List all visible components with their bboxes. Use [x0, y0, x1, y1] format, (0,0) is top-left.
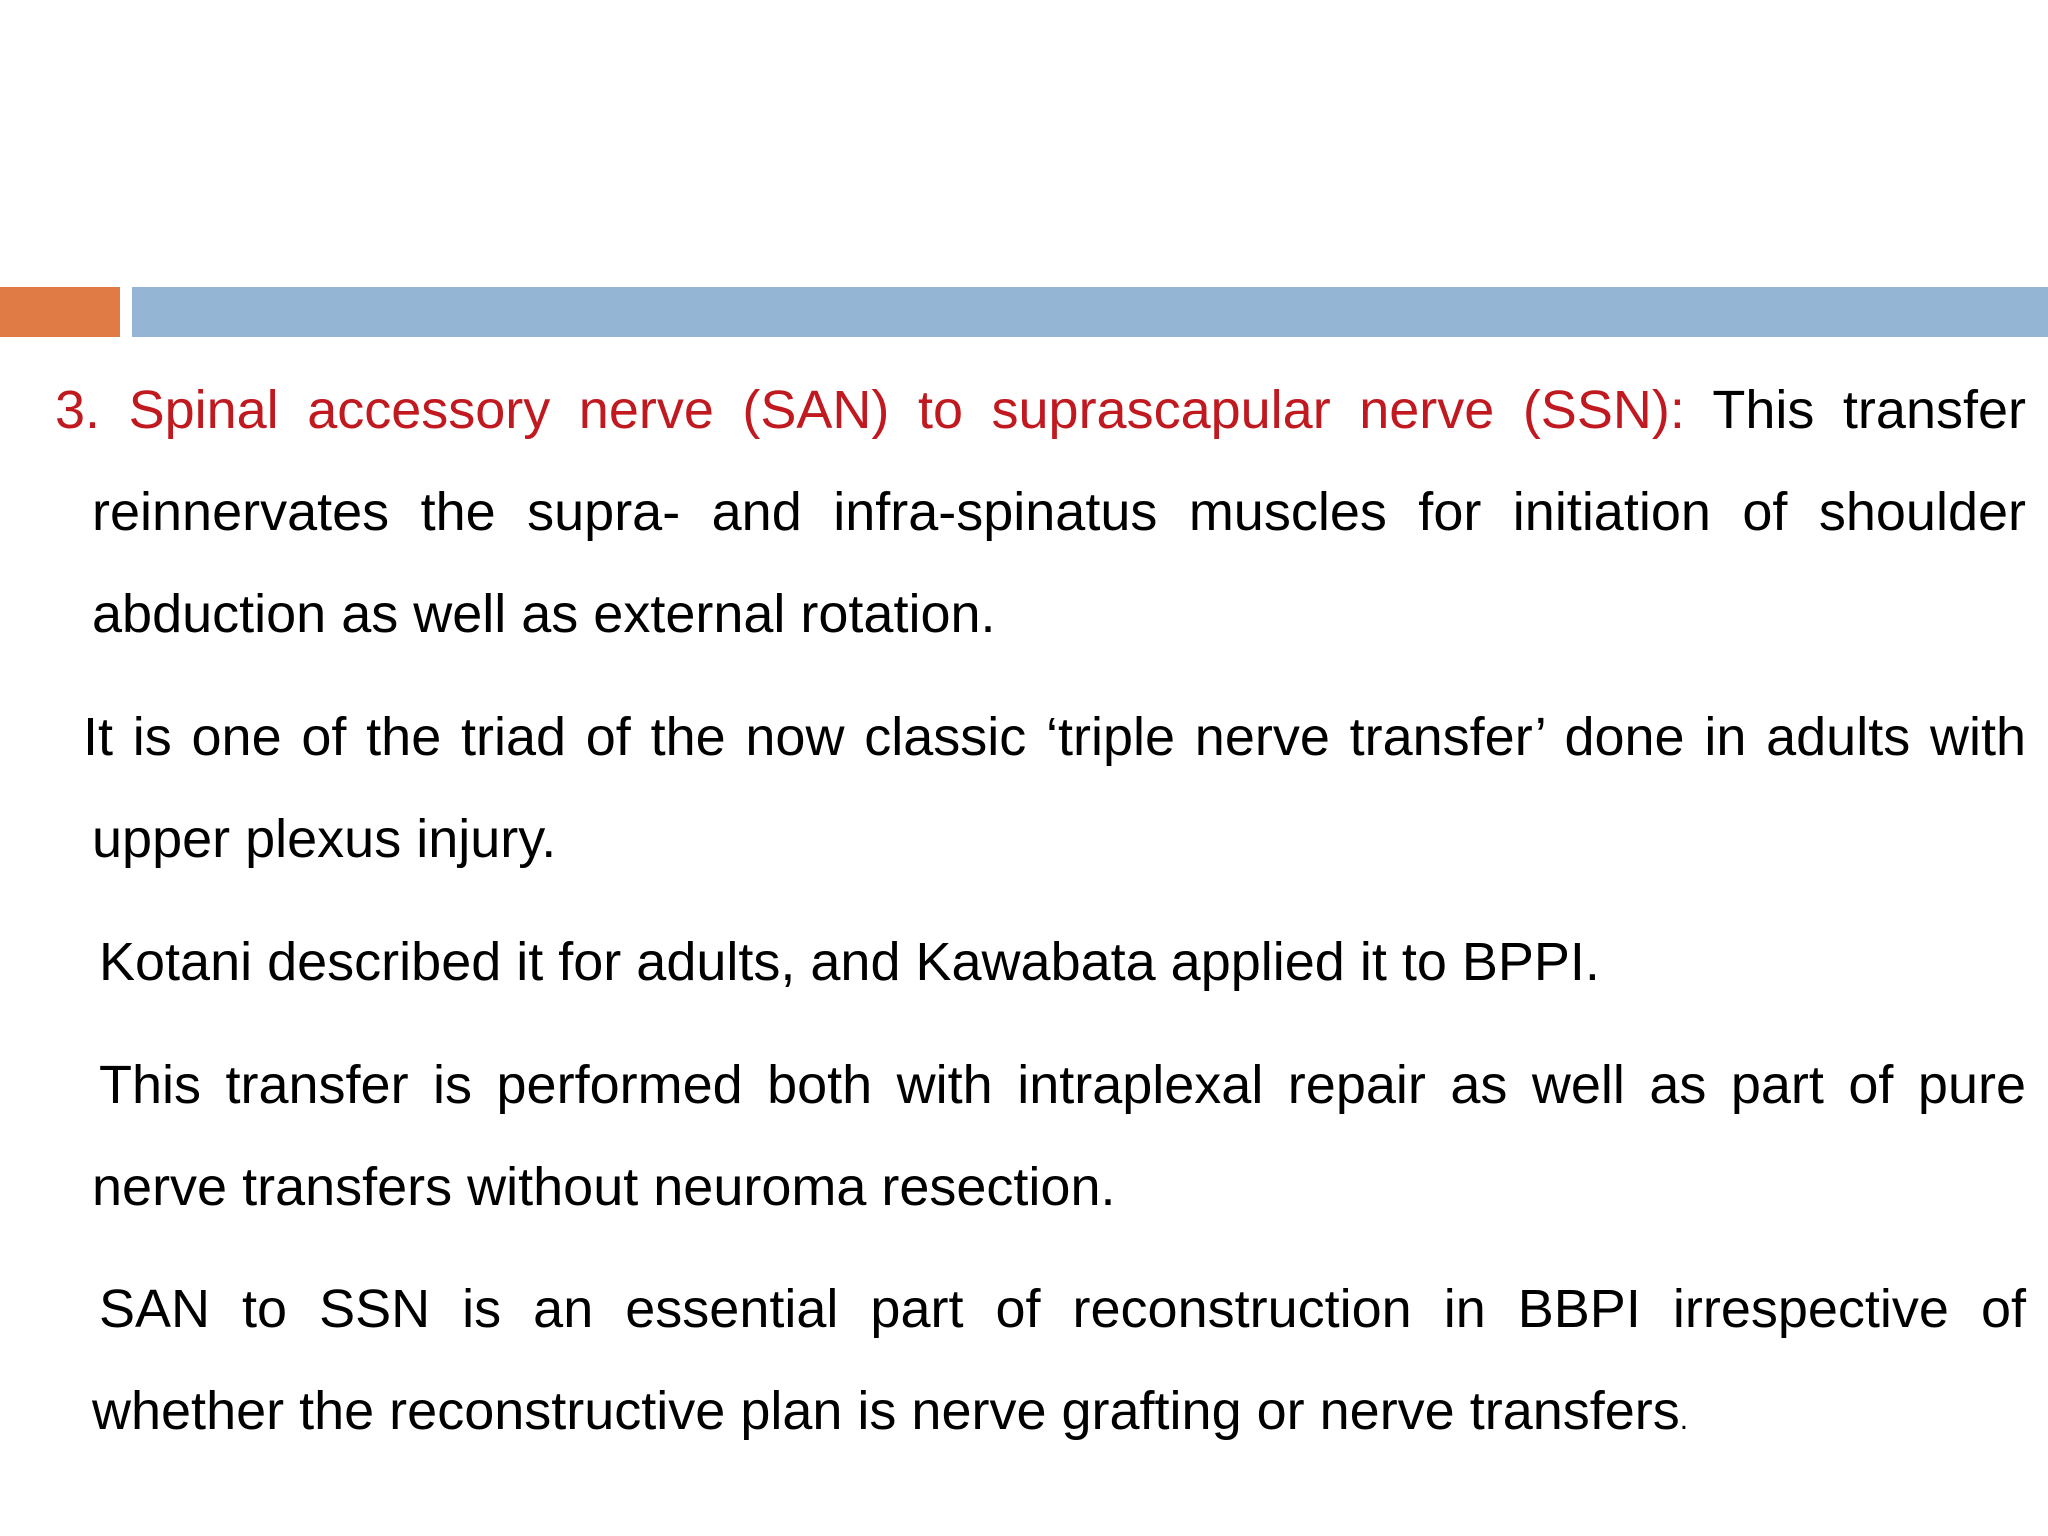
- paragraph-san-to-ssn: [55, 359, 2026, 665]
- paragraph-essential-part-period: .: [1679, 1403, 1689, 1436]
- paragraph-essential-part-text: SAN to SSN is an essential part of reconstruction in BBPI irrespective of whether the reconstructive plan is nerve grafting or nerve transfers: [92, 1279, 2026, 1441]
- heading-san-to-ssn: 3. Spinal accessory nerve (SAN) to suprascapular nerve (SSN):: [55, 380, 1685, 440]
- paragraph-essential-part: [92, 1258, 2026, 1471]
- paragraph-intraplexal-repair: This transfer is performed both with intraplexal repair as well as part of pure nerve transfers without neuroma resection.: [92, 1055, 2026, 1217]
- paragraph-san-to-ssn-body: This transfer reinnervates the supra- and infra-spinatus muscles for initiation of shoulder abduction as well as external rotation.: [92, 380, 2026, 644]
- paragraph-triple-nerve-transfer: It is one of the triad of the now classic ‘triple nerve transfer’ done in adults with upper plexus injury.: [83, 707, 2026, 869]
- accent-bar-blue: [132, 287, 2048, 337]
- paragraph-kotani-kawabata: Kotani described it for adults, and Kawabata applied it to BPPI.: [99, 932, 1600, 992]
- accent-bar-orange: [0, 287, 120, 337]
